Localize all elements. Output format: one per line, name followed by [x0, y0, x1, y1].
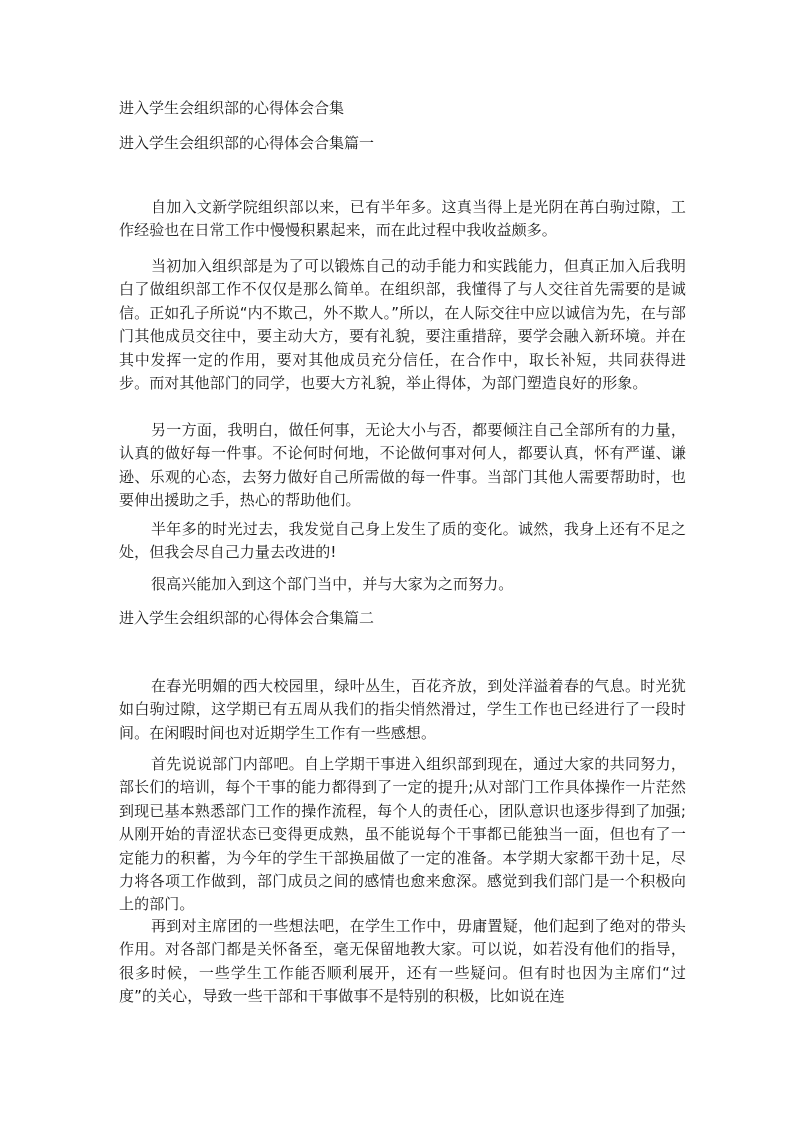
section-2-paragraph-3: 再到对主席团的一些想法吧，在学生工作中，毋庸置疑，他们起到了绝对的带头作用。对各部门都是关怀备至，毫无保留地教大家。可以说，如若没有他们的指导，很多时候，一些学生工作能否顺利展开，还有一些疑问。但有时也因为主席们“过度”的关心，导致一些干部和干事做事不是特别的积极，比如说在连	[119, 917, 686, 1006]
section-1-paragraph-1: 自加入文新学院组织部以来，已有半年多。这真当得上是光阴在苒白驹过隙，工作经验也在日常工作中慢慢积累起来，而在此过程中我收益颇多。	[119, 198, 686, 240]
section-2-paragraph-2: 首先说说部门内部吧。自上学期干事进入组织部到现在，通过大家的共同努力，部长们的培训，每个干事的能力都得到了一定的提升;从对部门工作具体操作一片茫然到现已基本熟悉部门工作的操作流程，每个人的责任心，团队意识也逐步得到了加强;从刚开始的青涩状态已变得更成熟，虽不能说每个干事都已能独当一面，但也有了一定能力的积蓄，为今年的学生干部换届做了一定的准备。本学期大家都干劲十足，尽力将各项工作做到，部门成员之间的感情也愈来愈深。感觉到我们部门是一个积极向上的部门。	[119, 755, 686, 914]
section-1-heading: 进入学生会组织部的心得体会合集篇一	[119, 134, 375, 152]
section-2-heading: 进入学生会组织部的心得体会合集篇二	[119, 609, 375, 627]
section-2-paragraph-1: 在春光明媚的西大校园里，绿叶丛生，百花齐放，到处洋溢着春的气息。时光犹如白驹过隙，这学期已有五周从我们的指尖悄然滑过，学生工作也已经进行了一段时间。在闲暇时间也对近期学生工作有一些感想。	[119, 677, 686, 742]
section-1-paragraph-3: 另一方面，我明白，做任何事，无论大小与否，都要倾注自己全部所有的力量，认真的做好每一件事。不论何时何地，不论做何事对何人，都要认真，怀有严谨、谦逊、乐观的心态，去努力做好自己所需做的每一件事。当部门其他人需要帮助时，也要伸出援助之手，热心的帮助他们。	[119, 421, 686, 510]
section-1-paragraph-5: 很高兴能加入到这个部门当中，并与大家为之而努力。	[151, 575, 514, 593]
section-1-paragraph-2: 当初加入组织部是为了可以锻炼自己的动手能力和实践能力，但真正加入后我明白了做组织部工作不仅仅是那么简单。在组织部，我懂得了与人交往首先需要的是诚信。正如孔子所说“内不欺己，外不欺人。”所以，在人际交往中应以诚信为先，在与部门其他成员交往中，要主动大方，要有礼貌，要注重措辞，要学会融入新环境。并在其中发挥一定的作用，要对其他成员充分信任，在合作中，取长补短，共同获得进步。而对其他部门的同学，也要大方礼貌，举止得体，为部门塑造良好的形象。	[119, 257, 686, 393]
section-1-paragraph-4: 半年多的时光过去，我发觉自己身上发生了质的变化。诚然，我身上还有不足之处，但我会尽自己力量去改进的!	[119, 520, 686, 562]
document-title: 进入学生会组织部的心得体会合集	[119, 99, 345, 117]
